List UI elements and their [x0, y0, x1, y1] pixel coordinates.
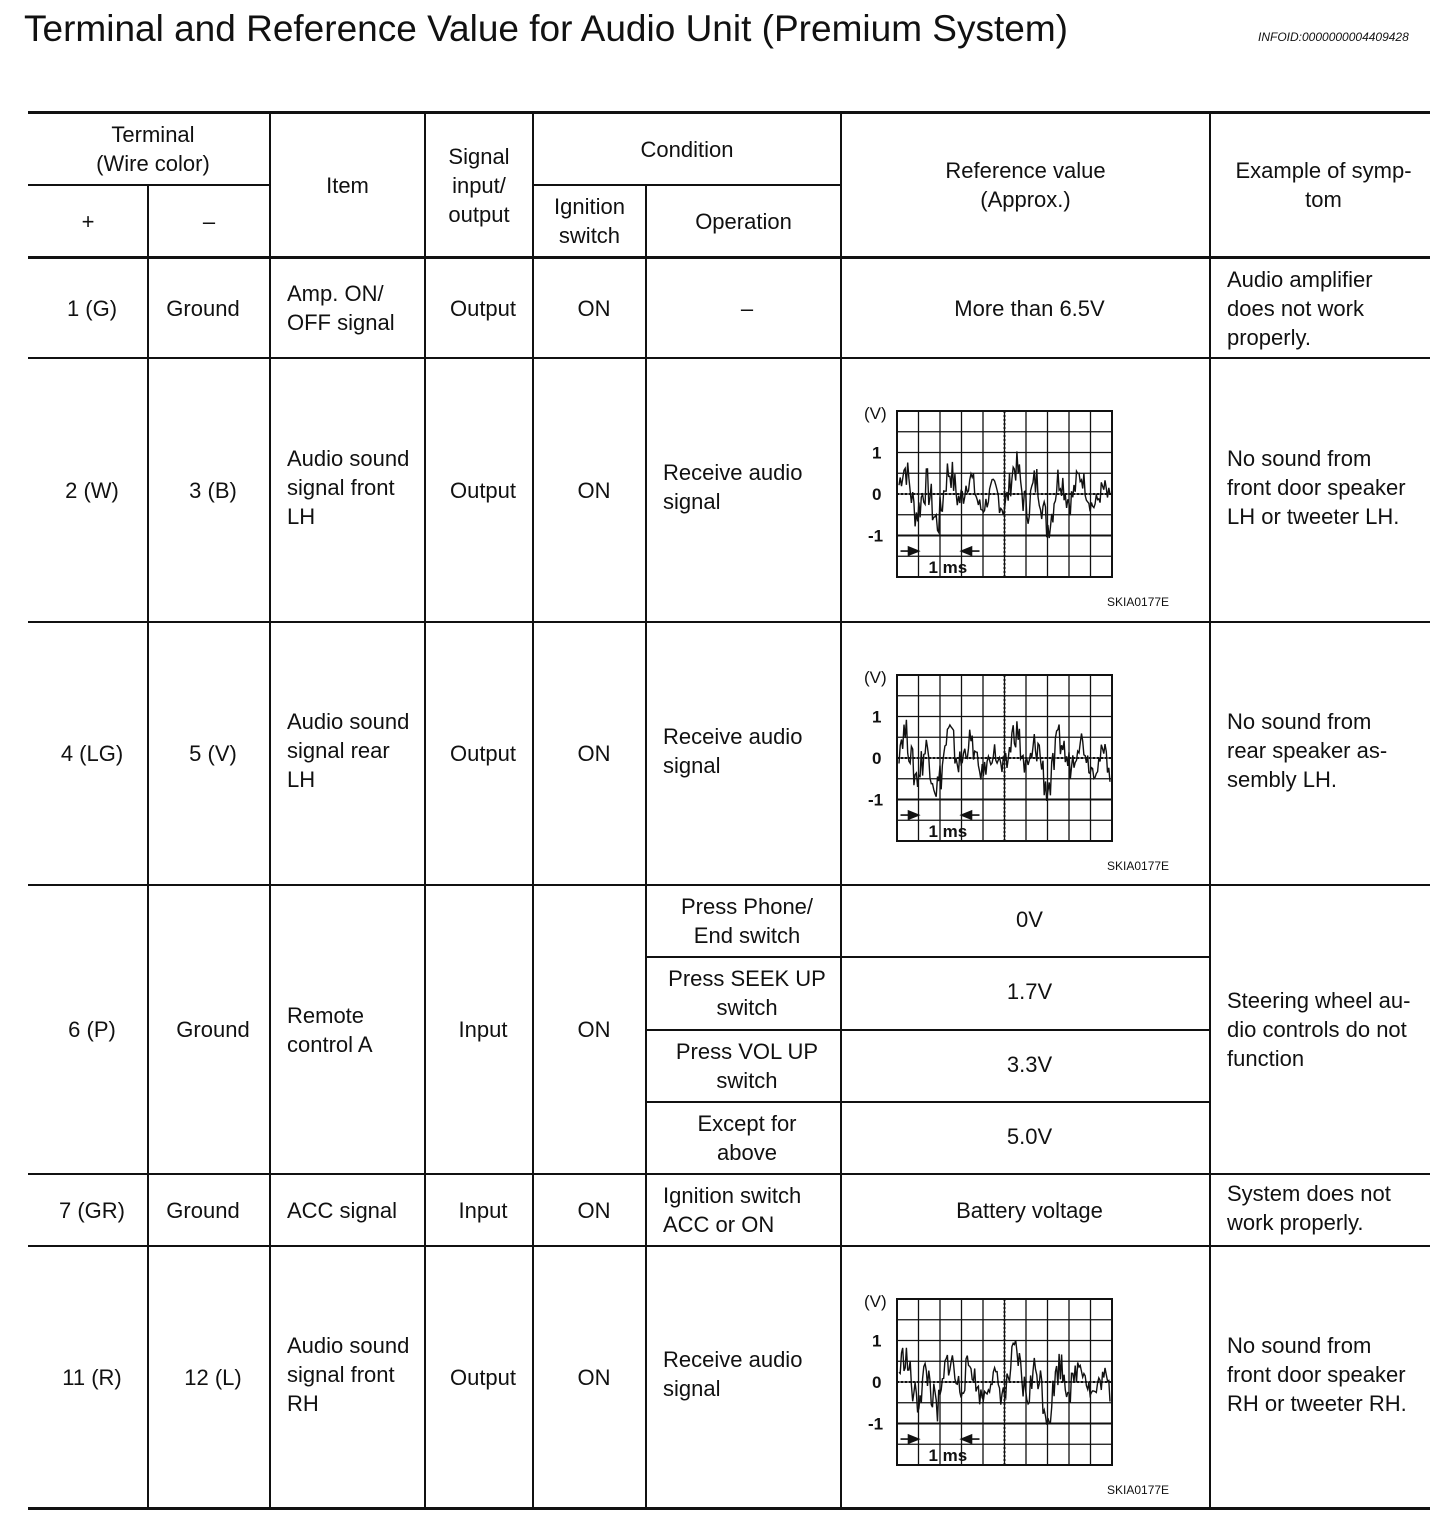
- header-plus: +: [81, 208, 95, 234]
- row4-sub4-reference: 5.0V: [1006, 1123, 1053, 1149]
- row2-ignition: ON: [577, 477, 611, 503]
- row6-signal: Output: [449, 1364, 517, 1390]
- row1-plus: 1 (G): [66, 295, 118, 321]
- y-tick-label: 1: [872, 707, 882, 727]
- row1-ignition: ON: [577, 295, 611, 321]
- row2-symptom: No sound from front door speaker LH or tweeter LH.: [1227, 445, 1406, 529]
- header-operation: Operation: [695, 208, 792, 234]
- info-id: INFOID:0000000004409428: [1258, 30, 1409, 44]
- unit-label: (V): [864, 1292, 887, 1311]
- row2-waveform: [842, 359, 1209, 621]
- row5-reference: Battery voltage: [956, 1197, 1103, 1223]
- row3-symptom: No sound from rear speaker as- sembly LH.: [1227, 709, 1388, 792]
- table-bottom-rule: [28, 1507, 1430, 1510]
- page-title: Terminal and Reference Value for Audio Unit (Premium System): [24, 8, 1068, 49]
- unit-label: (V): [864, 668, 887, 687]
- row4-sub2-reference: 1.7V: [1006, 978, 1053, 1004]
- row4-sub3-reference: 3.3V: [1006, 1051, 1053, 1077]
- waveform-diagram: [842, 623, 1209, 885]
- y-tick-label: 1: [872, 1331, 882, 1351]
- row3-minus: 5 (V): [189, 741, 237, 766]
- y-tick-label: 1: [872, 443, 882, 463]
- figure-code: SKIA0177E: [1107, 595, 1170, 609]
- row3-operation: Receive audio signal: [663, 723, 803, 778]
- row4-symptom: Steering wheel au- dio controls do not function: [1227, 988, 1411, 1071]
- header-signal: Signal input/ output: [448, 143, 510, 227]
- row1-operation: –: [740, 295, 754, 321]
- row6-ignition: ON: [577, 1364, 611, 1390]
- row5-plus: 7 (GR): [59, 1197, 125, 1223]
- y-tick-label: -1: [868, 1414, 884, 1434]
- row4-plus: 6 (P): [68, 1017, 116, 1042]
- figure-code: SKIA0177E: [1107, 1483, 1170, 1497]
- y-tick-label: 0: [872, 1373, 882, 1392]
- row5-symptom: System does not work properly.: [1227, 1181, 1391, 1235]
- row4-sub3-operation: Press VOL UP switch: [675, 1039, 819, 1093]
- row5-signal: Input: [458, 1197, 508, 1223]
- time-scale-label: 1 ms: [928, 1446, 968, 1465]
- waveform-diagram: [842, 1247, 1209, 1509]
- row2-plus: 2 (W): [65, 477, 119, 503]
- waveform-diagram: [842, 359, 1209, 621]
- row4-minus: Ground: [176, 1017, 250, 1042]
- figure-code: SKIA0177E: [1107, 859, 1170, 873]
- y-tick-label: 0: [872, 485, 882, 504]
- row4-item: Remote control A: [287, 1002, 373, 1057]
- y-tick-label: -1: [868, 526, 884, 546]
- row1-minus: Ground: [166, 295, 240, 321]
- header-terminal: Terminal (Wire color): [96, 122, 210, 176]
- time-scale-label: 1 ms: [928, 558, 968, 577]
- row3-signal: Output: [449, 741, 517, 766]
- row2-operation: Receive audio signal: [663, 460, 803, 514]
- row1-reference: More than 6.5V: [954, 295, 1105, 321]
- row6-waveform: [842, 1247, 1209, 1507]
- header-condition: Condition: [640, 136, 734, 162]
- header-minus: –: [202, 208, 216, 234]
- row6-plus: 11 (R): [62, 1364, 122, 1390]
- row6-symptom: No sound from front door speaker RH or tweeter RH.: [1227, 1332, 1407, 1416]
- row3-waveform: [842, 623, 1209, 884]
- row6-item: Audio sound signal front RH: [287, 1332, 410, 1416]
- row1-signal: Output: [449, 295, 517, 321]
- header-item: Item: [326, 172, 369, 198]
- time-scale-label: 1 ms: [928, 822, 968, 841]
- row5-minus: Ground: [166, 1197, 240, 1223]
- row4-sub1-reference: 0V: [1016, 906, 1043, 932]
- row3-plus: 4 (LG): [60, 741, 124, 766]
- row5-item: ACC signal: [287, 1197, 398, 1223]
- row2-minus: 3 (B): [189, 477, 237, 503]
- row4-ignition: ON: [577, 1017, 611, 1042]
- row3-ignition: ON: [577, 741, 611, 766]
- row2-item: Audio sound signal front LH: [287, 445, 410, 529]
- row5-operation: Ignition switch ACC or ON: [663, 1183, 802, 1237]
- row6-operation: Receive audio signal: [663, 1347, 803, 1401]
- row5-ignition: ON: [577, 1197, 611, 1223]
- header-ignition: Ignition switch: [554, 194, 625, 248]
- row1-symptom: Audio amplifier does not work properly.: [1227, 266, 1373, 350]
- y-tick-label: 0: [872, 749, 882, 768]
- row4-sub1-operation: Press Phone/ End switch: [680, 894, 814, 948]
- row1-item: Amp. ON/ OFF signal: [287, 281, 395, 335]
- header-reference: Reference value (Approx.): [945, 158, 1106, 212]
- row4-sub2-operation: Press SEEK UP switch: [668, 966, 826, 1020]
- row4-sub4-operation: Except for above: [697, 1111, 797, 1165]
- row3-item: Audio sound signal rear LH: [287, 709, 410, 792]
- row6-minus: 12 (L): [184, 1364, 242, 1390]
- unit-label: (V): [864, 404, 887, 423]
- header-symptom: Example of symp- tom: [1235, 158, 1412, 212]
- row4-signal: Input: [458, 1017, 508, 1042]
- y-tick-label: -1: [868, 790, 884, 810]
- row2-signal: Output: [449, 477, 517, 503]
